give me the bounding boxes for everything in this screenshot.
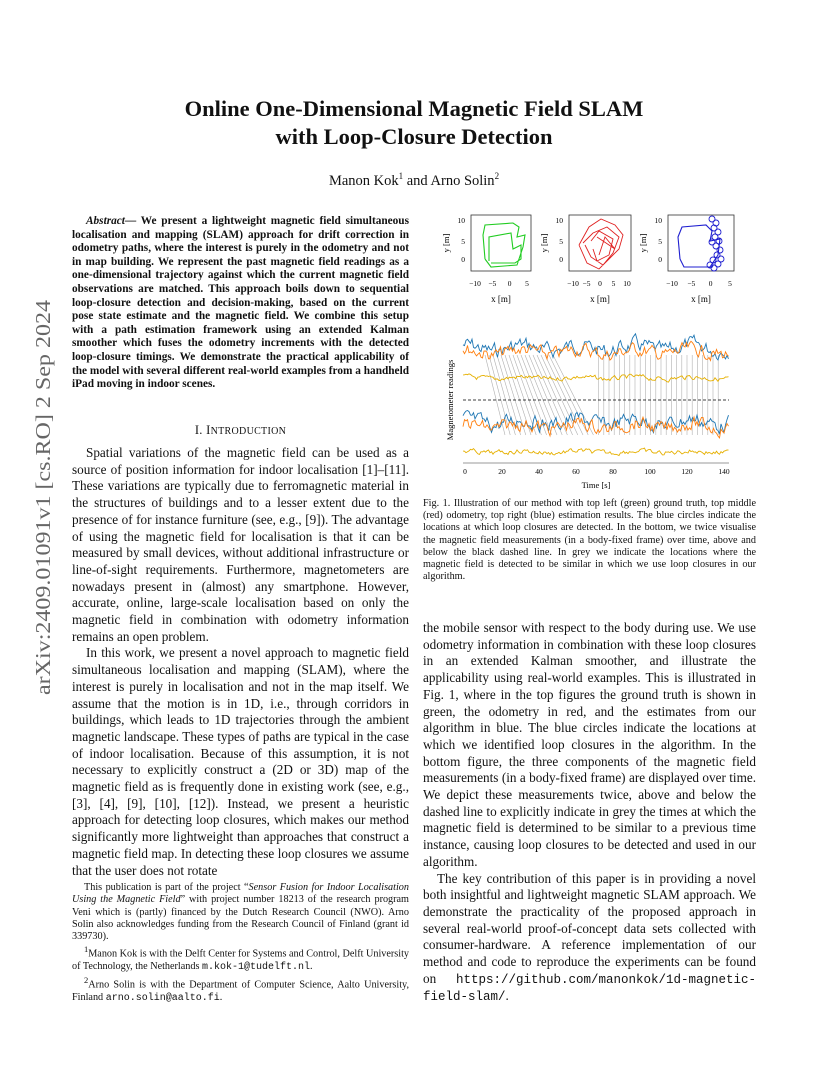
time-tick-label: 80 (609, 467, 617, 476)
x-tick-label: 5 (611, 279, 616, 288)
magnetometer-trace (463, 334, 729, 360)
paper-title (120, 95, 708, 151)
time-tick-label: 60 (572, 467, 580, 476)
footnote-text: Manon Kok is with the Delft Center for Systems and Control, Delft University of Technology, the Netherlands (72, 948, 409, 973)
footnote-text: ” with project number 18213 of the research program Veni which is (partly) financed by the Dutch Research Council (NWO). Arno Solin also acknowledges funding from the Research Council of Finland (grant id 339730). (72, 894, 409, 943)
x-tick-label: −10 (469, 279, 481, 288)
section-title-rest: NTRODUCTION (210, 426, 287, 437)
time-tick-label: 40 (535, 467, 543, 476)
x-tick-label: 0 (598, 279, 602, 288)
y-axis-label: y [m] (638, 233, 648, 253)
footnote-text: This publication is part of the project “ (84, 882, 249, 893)
y-tick-label: 0 (658, 255, 662, 264)
section-heading-introduction (72, 423, 409, 438)
loop-closure-link (489, 355, 510, 435)
author-2-affil: 2 (494, 171, 500, 181)
arxiv-stamp (12, 290, 64, 710)
footnotes (72, 882, 409, 1005)
x-tick-label: −5 (488, 279, 497, 288)
x-tick-label: −5 (687, 279, 696, 288)
author-1-affil: 1 (398, 171, 404, 181)
y-tick-label: 10 (457, 216, 465, 225)
y-axis-label: y [m] (539, 233, 549, 253)
time-tick-label: 120 (681, 467, 693, 476)
abstract-label: Abstract (86, 215, 125, 227)
footnote-text: Arno Solin is with the Department of Computer Science, Aalto University, Finland (72, 979, 409, 1004)
loop-closure-markers (707, 216, 724, 271)
author-1: Manon Kok (328, 172, 399, 189)
x-tick-label: 5 (728, 279, 732, 288)
x-tick-label: −5 (582, 279, 591, 288)
paragraph-end: . (505, 988, 509, 1004)
arxiv-id: arXiv:2409.01091v1 [cs.RO] 2 Sep 2024 (31, 341, 55, 695)
magnetometer-trace (463, 411, 729, 434)
paragraph (423, 871, 756, 1007)
y-tick-label: 10 (654, 216, 662, 225)
figure-1 (423, 205, 758, 490)
odometry-path (579, 219, 623, 269)
paragraph-text: The key contribution of this paper is in providing a novel both insightful and lightweight magnetic SLAM approach. We demonstrate the practicality of the proposed approach in several real-world proof-of-concept data sets collected with consumer-hardware. A reference implementation of our method and code to reproduce the experiments can be found on (423, 870, 756, 986)
y-tick-label: 5 (559, 237, 563, 246)
intro-left-column (72, 445, 409, 879)
time-tick-label: 140 (718, 467, 730, 476)
plot-frame (668, 215, 734, 271)
y-tick-label: 5 (461, 237, 465, 246)
section-number: I. (194, 423, 207, 437)
y-tick-label: 0 (461, 255, 465, 264)
x-tick-label: −10 (666, 279, 678, 288)
time-tick-label: 20 (498, 467, 506, 476)
abstract (72, 215, 409, 392)
x-tick-label: 5 (525, 279, 529, 288)
trajectory-panel-estimate (668, 215, 734, 271)
title-line-1: Online One-Dimensional Magnetic Field SLAM (184, 96, 644, 121)
paragraph: In this work, we present a novel approach to magnetic field simultaneous localisation and mapping (SLAM), where the interest is purely in localisation and not in the map itself. We assume that the motion is in 1D, i.e., through corridors in buildings, which leads to 1D trajectories through the ambient magnetic landscape. These types of paths are typical in the case of indoor localisation. Because of this assumption, it is not necessary to explicitly construct a (2D or 3D) map of the magnetic field as is frequently done in existing work (see, e.g., [3], [4], [9], [10], [12]). Instead, we present a heuristic approach for detecting loop closures, which makes our method significantly more lightweight than approaches that construct a magnetic field map. In detecting these loop closures we assume that the user does not rotate (72, 645, 409, 878)
magnetometer-panel (463, 334, 729, 463)
ground-truth-path (483, 223, 525, 267)
section-title-initial: I (206, 423, 211, 437)
y-tick-label: 0 (559, 255, 563, 264)
project-name: Sensor Fusion for Indoor Localisation Using the Magnetic Field (72, 882, 409, 906)
code-url-link[interactable]: https://github.com/manonkok/1d-magnetic-field-slam/ (423, 972, 756, 1005)
x-tick-label: 0 (507, 279, 512, 288)
time-tick-label: 0 (463, 467, 467, 476)
title-line-2: with Loop-Closure Detection (275, 124, 553, 149)
magnetometer-trace (463, 448, 729, 455)
authors-and: and (403, 172, 431, 189)
time-tick-label: 100 (644, 467, 656, 476)
y-tick-label: 5 (658, 237, 662, 246)
figure-caption: Fig. 1. Illustration of our method with top left (green) ground truth, top middle (red) odometry, top right (blue) estimation results. The blue circles indicate the locations at which loop closures are detected. In the bottom, we twice visualise the magnetic field measurements (in a body-fixed frame) over time, above and below the black dashed line. In grey we indicate the locations where the magnetic field is detected to be similar in which we use loop closures in our algorithm. (423, 498, 756, 583)
paragraph: Spatial variations of the magnetic field can be used as a source of position information for indoor localisation [1]–[11]. These variations are typically due to ferromagnetic material in the structures of buildings and to a lesser extent due to the presence of for instance furniture (see, e.g., [9]). The advantage of using the magnetic field for localisation is that it can be measured by small devices, without additional infrastructure or line-of-sight requirements. Furthermore, magnetometers are nowadays present in (almost) any smartphone. However, accurate, online, large-scale localisation based on only the magnetic field in combination with odometry information remains an open problem. (72, 445, 409, 644)
x-axis-label: x [m] (691, 294, 711, 304)
time-axis-label: Time [s] (581, 480, 611, 490)
magnetometer-series (463, 334, 729, 456)
x-tick-label: 10 (623, 279, 631, 288)
authors (120, 171, 708, 190)
email-link[interactable]: m.kok-1@tudelft.nl (202, 962, 311, 974)
intro-right-column (423, 620, 756, 1006)
loop-closure-link (493, 355, 515, 435)
magnetometer-axis-label: Magnetometer readings (445, 359, 455, 441)
y-tick-label: 10 (555, 216, 563, 225)
loop-closure-link (541, 355, 578, 435)
y-axis-label: y [m] (441, 233, 451, 253)
x-tick-label: −10 (567, 279, 579, 288)
x-tick-label: 0 (708, 279, 713, 288)
x-axis-label: x [m] (491, 294, 511, 304)
x-axis-label: x [m] (590, 294, 610, 304)
abstract-text: — We present a lightweight magnetic field simultaneous localisation and mapping (SLAM) approach for drift correction in odometry paths, where the interest is purely in the odometry and not in map building. We represent the past magnetic field readings as a one-dimensional trajectory against which the current magnetic field observations are matched. This approach boils down to sequential loop-closure detection and decision-making, based on the current pose state estimate and the magnetic field. We combine this setup with a path estimation framework using an extended Kalman smoother which fuses the odometry increments with the detected loop-closure timings. We demonstrate the practical applicability of the model with several different real-world examples from a handheld iPad moving in indoor scenes. (72, 215, 409, 391)
footnote-funding (72, 882, 409, 943)
footnote-author-1: $^1$Manon Kok is with the Delft Center for Systems and Control, Delft University of Technology, the Netherlands m.kok-1@tudelft.nl. (72, 944, 409, 974)
footnote-author-2: $^2$Arno Solin is with the Department of Computer Science, Aalto University, Finland arno.solin@aalto.fi. (72, 975, 409, 1005)
trajectory-panel-odometry (569, 215, 631, 271)
email-link[interactable]: arno.solin@aalto.fi (105, 993, 220, 1005)
trajectory-panel-ground-truth (471, 215, 531, 271)
paragraph: the mobile sensor with respect to the body during use. We use odometry information in combination with these loop closures in an extended Kalman smoother, and illustrate the applicability using real-world examples. This is illustrated in Fig. 1, where in the top figures the ground truth is shown in green, the odometry in red, and the estimates from our algorithm in blue. The blue circles indicate the locations at which we identified loop closures in the algorithm. In the bottom figure, the three components of the magnetic field measurements (in a body-fixed frame) are displayed over time. We depict these measurements twice, above and below the dashed line to explicitly indicate in grey the times at which the magnetic field is determined to be similar to a previous time instance, causing loop closures to be detected and used in our algorithm. (423, 620, 756, 869)
author-2: Arno Solin (430, 172, 495, 189)
